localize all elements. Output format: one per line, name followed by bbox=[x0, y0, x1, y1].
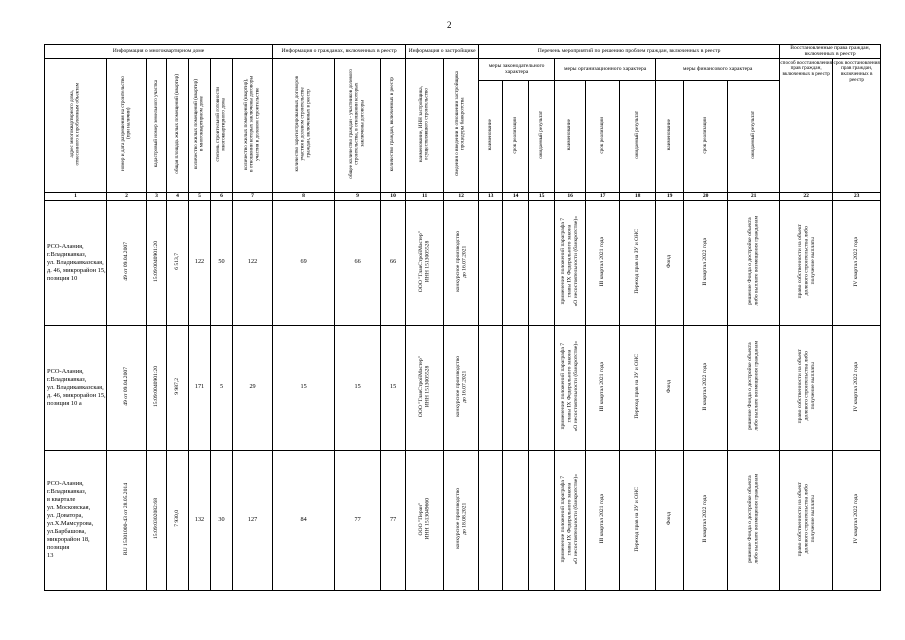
cell-text: 15:09:0040901:20 bbox=[153, 365, 160, 407]
header-text: ожидаемый результат bbox=[537, 111, 544, 159]
header-col-3 bbox=[147, 58, 167, 192]
header-text: срок реализации bbox=[511, 116, 518, 154]
cell-text: 49 от 09.04.2007 bbox=[123, 242, 130, 281]
column-number: 21 bbox=[728, 192, 780, 200]
cell-bankruptcy bbox=[444, 200, 479, 325]
header-text: кадастровый номер земельного участка bbox=[152, 80, 159, 168]
cell-permit bbox=[107, 200, 147, 325]
header-col-22: способ восстановления прав граждан, включенных в реестр bbox=[780, 58, 833, 192]
header-text: количество жилых помещений (квартир) в многоквартирном доме bbox=[192, 78, 205, 169]
column-number: 3 bbox=[147, 192, 167, 200]
header-col-19 bbox=[656, 80, 684, 192]
cell-legislative-result bbox=[529, 325, 555, 450]
column-number: 2 bbox=[107, 192, 147, 200]
header-text: наименование bbox=[566, 119, 573, 151]
header-text: наименование bbox=[486, 119, 493, 151]
header-text: адрес многоквартирного дома, отнесенного к проблемным объектам bbox=[68, 82, 81, 166]
cell-text: конкурсное производство до 16.07.2021 bbox=[454, 230, 468, 292]
cell-address: РСО-Алания, г.Владикавказ, ул. Владикавказская, д. 46, микрорайон 15, позиция 10 bbox=[45, 200, 107, 325]
cell-in-registry: 77 bbox=[381, 450, 406, 590]
cell-readiness: 50 bbox=[211, 200, 233, 325]
cell-text: право собственности на объект долевого строительства либо получение выплаты bbox=[796, 349, 816, 424]
group-house: Информация о многоквартирном доме bbox=[45, 45, 273, 59]
header-col-18 bbox=[620, 80, 656, 192]
group-restored: Восстановленные права граждан, включенных в реестр bbox=[780, 45, 881, 59]
header-text: общая площадь жилых помещений (квартир) bbox=[173, 74, 180, 174]
group-measures: Перечень мероприятий по решению проблем граждан, включенных в реестр bbox=[479, 45, 780, 59]
cell-text: RU 15301000-43 от 28.05.2014 bbox=[123, 482, 130, 555]
cell-bankruptcy bbox=[444, 325, 479, 450]
column-number: 1 bbox=[45, 192, 107, 200]
table-row bbox=[45, 200, 881, 325]
header-col-2 bbox=[107, 58, 147, 192]
cell-org-name bbox=[555, 200, 586, 325]
header-col-1 bbox=[45, 58, 107, 192]
cell-fin-name bbox=[656, 450, 684, 590]
cell-restore-method bbox=[780, 200, 833, 325]
cell-text: Фонд bbox=[666, 254, 673, 268]
cell-text: конкурсное производство до 18.08.2021 bbox=[454, 488, 468, 550]
subgroup-financial: меры финансового характера bbox=[656, 58, 780, 80]
cell-org-term bbox=[586, 325, 620, 450]
cell-permit bbox=[107, 325, 147, 450]
cell-text: 49 от 09.04.2007 bbox=[123, 367, 130, 406]
cell-restore-method bbox=[780, 325, 833, 450]
cell-text: ООО "ГлавСтройМастер" ИНН 1513005528 bbox=[418, 230, 431, 292]
cell-text: III квартал 2021 года bbox=[599, 494, 606, 544]
cell-text: применение положений параграфа 7 главы IX Федерального закона «О несостоятельности (банкротстве)» bbox=[560, 216, 580, 307]
cell-restore-term bbox=[833, 325, 881, 450]
column-number: 17 bbox=[586, 192, 620, 200]
cell-fin-term bbox=[684, 450, 728, 590]
header-text: ожидаемый результат bbox=[749, 111, 756, 159]
header-col-10 bbox=[381, 58, 406, 192]
cell-area bbox=[167, 450, 189, 590]
cell-legislative-name bbox=[479, 200, 503, 325]
page-number: 2 bbox=[447, 20, 452, 30]
cell-permit bbox=[107, 450, 147, 590]
cell-participants: 66 bbox=[335, 200, 381, 325]
cell-apartments: 132 bbox=[189, 450, 211, 590]
cell-text: III квартал 2021 года bbox=[599, 361, 606, 412]
cell-cadastral bbox=[147, 200, 167, 325]
cell-org-result bbox=[620, 200, 656, 325]
cell-address: РСО-Алания, г.Владикавказ, в квартале ул. Московская, ул. Доватора, ул.Х.Мамсурова, ул.Барбашова, микрорайон 18, позиция 13 bbox=[45, 450, 107, 590]
cell-text: право собственности на объект долевого строительства либо получение выплаты bbox=[796, 481, 816, 557]
header-col-13 bbox=[479, 80, 503, 192]
cell-registered: 69 bbox=[273, 200, 335, 325]
subgroup-organizational: меры организационного характера bbox=[555, 58, 656, 80]
header-col-16 bbox=[555, 80, 586, 192]
header-col-14 bbox=[503, 80, 529, 192]
header-col-7 bbox=[233, 58, 273, 192]
column-number: 22 bbox=[780, 192, 833, 200]
cell-legislative-result bbox=[529, 450, 555, 590]
cell-restore-method bbox=[780, 450, 833, 590]
cell-text: IV квартал 2022 года bbox=[853, 236, 860, 287]
cell-fin-name bbox=[656, 200, 684, 325]
cell-address: РСО-Алания, г.Владикавказ, ул. Владикавказская, д. 46, микрорайон 15, позиция 10 а bbox=[45, 325, 107, 450]
cell-text: решение Фонда о достройке объекта либо выплате возмещения гражданам bbox=[747, 341, 760, 432]
cell-org-name bbox=[555, 325, 586, 450]
cell-legislative-result bbox=[529, 200, 555, 325]
column-number: 20 bbox=[684, 192, 728, 200]
column-number: 16 bbox=[555, 192, 586, 200]
column-number: 18 bbox=[620, 192, 656, 200]
cell-text: право собственности на объект долевого строительства либо получение выплаты bbox=[796, 224, 816, 299]
cell-developer bbox=[406, 200, 444, 325]
header-text: степень строительной готовности многоквартирного дома bbox=[214, 86, 227, 162]
header-col-6 bbox=[211, 58, 233, 192]
cell-readiness: 5 bbox=[211, 325, 233, 450]
cell-legislative-name bbox=[479, 325, 503, 450]
header-col-12 bbox=[444, 58, 479, 192]
cell-text: Переход прав на ЗУ и ОНС bbox=[634, 354, 641, 419]
cell-text: решение Фонда о достройке объекта либо выплате возмещения гражданам bbox=[747, 216, 760, 307]
header-text: сведения о введении в отношении застройщика процедуры банкротства bbox=[454, 71, 467, 177]
cell-legislative-name bbox=[479, 450, 503, 590]
cell-in-registry: 15 bbox=[381, 325, 406, 450]
cell-cadastral bbox=[147, 325, 167, 450]
column-number: 4 bbox=[167, 192, 189, 200]
cell-text: Переход прав на ЗУ и ОНС bbox=[634, 486, 641, 552]
cell-org-term bbox=[586, 200, 620, 325]
header-subgroup-row bbox=[45, 58, 881, 80]
column-number: 9 bbox=[335, 192, 381, 200]
cell-text: 9 987,2 bbox=[174, 377, 181, 395]
cell-text: 15:09:0302082:68 bbox=[153, 498, 160, 540]
column-number: 13 bbox=[479, 192, 503, 200]
cell-apartments: 122 bbox=[189, 200, 211, 325]
group-developer: Информация о застройщике bbox=[406, 45, 479, 59]
cell-text: 6 513,7 bbox=[174, 252, 181, 270]
header-text: количество зарегистрированных договоров участия в долевом строительстве граждан, включенных в реестр bbox=[294, 76, 312, 172]
column-number: 5 bbox=[189, 192, 211, 200]
cell-registered: 15 bbox=[273, 325, 335, 450]
group-citizens: Информация о гражданах, включенных в реестр bbox=[273, 45, 406, 59]
cell-cadastral bbox=[147, 450, 167, 590]
registry-table bbox=[44, 44, 881, 591]
cell-restore-term bbox=[833, 450, 881, 590]
header-text: количество жилых помещений (квартир), в отношении которых заключены договоры участия в долевом строительстве bbox=[242, 75, 261, 172]
header-col-17 bbox=[586, 80, 620, 192]
cell-text: III квартал 2021 года bbox=[599, 236, 606, 287]
cell-text: II квартал 2022 года bbox=[702, 237, 709, 286]
cell-text: применение положений параграфа 7 главы IX Федерального закона «О несостоятельности (банкротстве)» bbox=[560, 341, 580, 432]
cell-org-term bbox=[586, 450, 620, 590]
column-number: 10 bbox=[381, 192, 406, 200]
cell-fin-result bbox=[728, 325, 780, 450]
header-col-4 bbox=[167, 58, 189, 192]
cell-text: IV квартал 2022 года bbox=[853, 494, 860, 544]
header-col-21 bbox=[728, 80, 780, 192]
header-col-8 bbox=[273, 58, 335, 192]
cell-text: Переход прав на ЗУ и ОНС bbox=[634, 229, 641, 294]
cell-restore-term bbox=[833, 200, 881, 325]
cell-legislative-term bbox=[503, 200, 529, 325]
header-text: срок реализации bbox=[701, 116, 708, 154]
cell-text: 7 930,0 bbox=[174, 510, 181, 528]
cell-bankruptcy bbox=[444, 450, 479, 590]
header-text: наименование, ИНН застройщика, осуществлявшего строительство bbox=[417, 85, 430, 162]
cell-text: Фонд bbox=[666, 379, 673, 393]
header-col-11 bbox=[406, 58, 444, 192]
cell-org-result bbox=[620, 325, 656, 450]
cell-text: решение Фонда о достройке объекта либо выплате возмещения гражданам bbox=[747, 473, 760, 564]
cell-readiness: 30 bbox=[211, 450, 233, 590]
column-number: 7 bbox=[233, 192, 273, 200]
cell-text: ООО "ГлавСтройМастер" ИНН 1513005528 bbox=[418, 355, 431, 417]
cell-developer bbox=[406, 325, 444, 450]
cell-org-result bbox=[620, 450, 656, 590]
column-number: 15 bbox=[529, 192, 555, 200]
header-text: срок реализации bbox=[598, 116, 605, 154]
table-row bbox=[45, 325, 881, 450]
cell-contracts: 29 bbox=[233, 325, 273, 450]
column-number: 12 bbox=[444, 192, 479, 200]
header-text: количество граждан, включенных в реестр bbox=[389, 76, 396, 172]
cell-org-name bbox=[555, 450, 586, 590]
header-text: ожидаемый результат bbox=[633, 111, 640, 159]
cell-text: II квартал 2022 года bbox=[702, 495, 709, 543]
header-col-15 bbox=[529, 80, 555, 192]
cell-participants: 77 bbox=[335, 450, 381, 590]
header-col-5 bbox=[189, 58, 211, 192]
cell-text: ООО "Перан" ИНН 1513049660 bbox=[418, 498, 431, 540]
header-col-20 bbox=[684, 80, 728, 192]
table-row bbox=[45, 450, 881, 590]
cell-area bbox=[167, 325, 189, 450]
header-text: номер и дата разрешения на строительство (при наличии) bbox=[119, 76, 132, 172]
column-number: 11 bbox=[406, 192, 444, 200]
cell-text: конкурсное производство до 16.07.2021 bbox=[454, 355, 468, 417]
header-text: наименование bbox=[665, 119, 672, 151]
cell-registered: 84 bbox=[273, 450, 335, 590]
column-number: 6 bbox=[211, 192, 233, 200]
subgroup-legislative: меры законодательного характера bbox=[479, 58, 555, 80]
cell-apartments: 171 bbox=[189, 325, 211, 450]
column-number: 19 bbox=[656, 192, 684, 200]
cell-participants: 15 bbox=[335, 325, 381, 450]
header-col-23: срок восстановления прав граждан, включенных в реестр bbox=[833, 58, 881, 192]
cell-fin-term bbox=[684, 325, 728, 450]
cell-developer bbox=[406, 450, 444, 590]
cell-contracts: 122 bbox=[233, 200, 273, 325]
cell-text: II квартал 2022 года bbox=[702, 362, 709, 411]
cell-text: Фонд bbox=[666, 512, 673, 526]
cell-fin-term bbox=[684, 200, 728, 325]
header-group-row bbox=[45, 45, 881, 59]
cell-in-registry: 66 bbox=[381, 200, 406, 325]
cell-fin-result bbox=[728, 450, 780, 590]
cell-fin-name bbox=[656, 325, 684, 450]
column-number: 8 bbox=[273, 192, 335, 200]
cell-text: 15:09:0040901:20 bbox=[153, 240, 160, 282]
cell-legislative-term bbox=[503, 325, 529, 450]
cell-text: применение положений параграфа 7 главы IX Федерального закона «О несостоятельности (банкротстве)» bbox=[560, 473, 580, 565]
column-number-row bbox=[45, 192, 881, 200]
header-col-9 bbox=[335, 58, 381, 192]
cell-fin-result bbox=[728, 200, 780, 325]
cell-area bbox=[167, 200, 189, 325]
cell-legislative-term bbox=[503, 450, 529, 590]
column-number: 23 bbox=[833, 192, 881, 200]
cell-text: IV квартал 2022 года bbox=[853, 361, 860, 412]
column-number: 14 bbox=[503, 192, 529, 200]
cell-contracts: 127 bbox=[233, 450, 273, 590]
header-text: общее количество граждан - участников долевого строительства, в отношении которых заключены договоры bbox=[348, 69, 366, 179]
